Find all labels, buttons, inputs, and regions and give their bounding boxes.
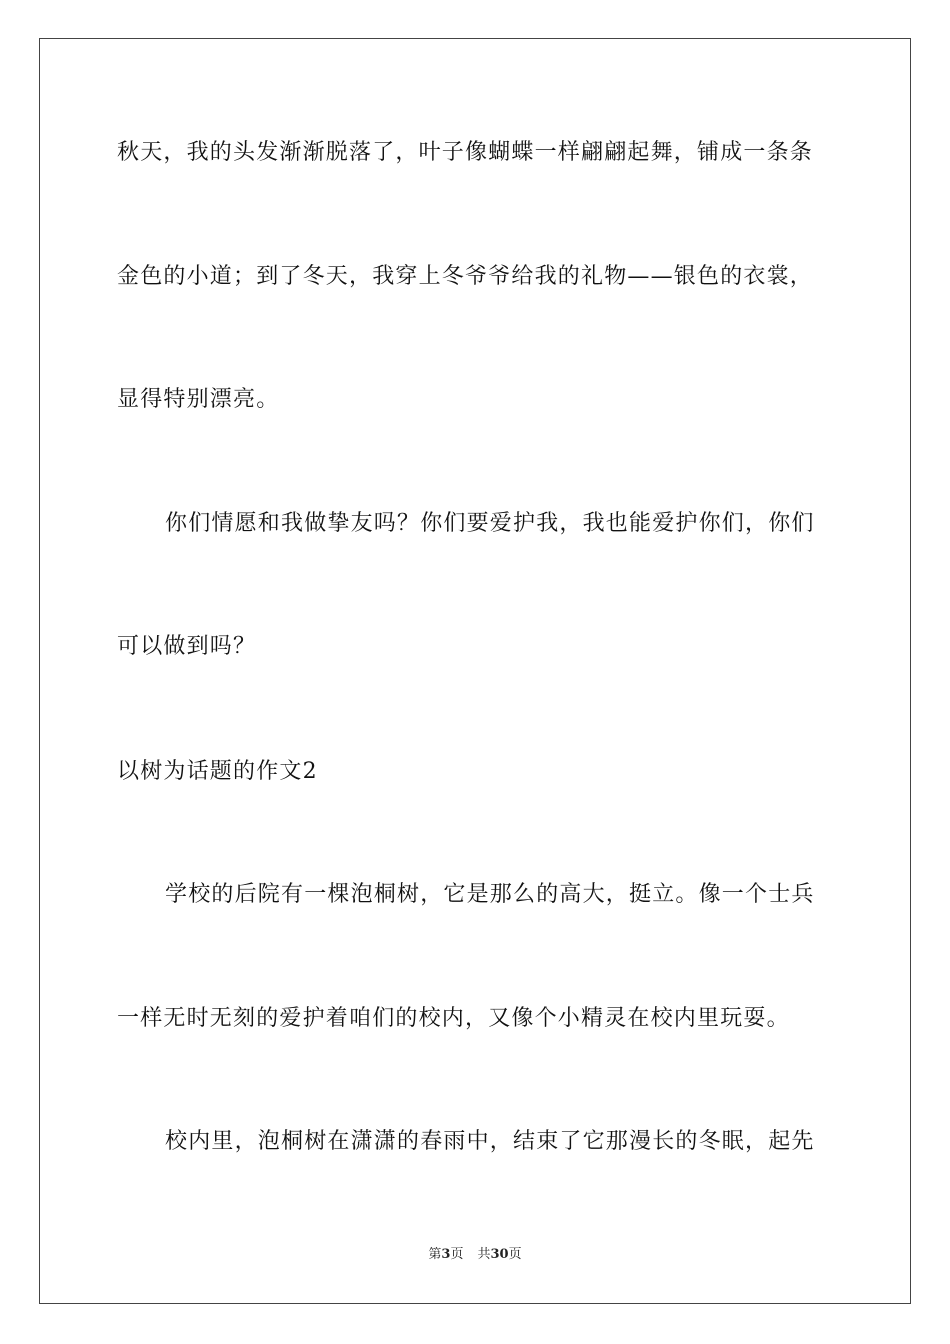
- total-pages: 30: [490, 1247, 509, 1262]
- body-line-2: 金色的小道；到了冬天，我穿上冬爷爷给我的礼物——银色的衣裳，: [117, 264, 814, 289]
- body-line-3: 显得特别漂亮。: [117, 387, 280, 412]
- page-suffix: 页: [450, 1247, 464, 1262]
- total-suffix: 页: [508, 1247, 522, 1262]
- page-border: [39, 38, 911, 1304]
- body-line-6: 学校的后院有一棵泡桐树，它是那么的高大，挺立。像一个士兵: [165, 882, 815, 907]
- body-line-8: 校内里，泡桐树在潇潇的春雨中，结束了它那漫长的冬眠，起先: [165, 1129, 815, 1154]
- body-line-7: 一样无时无刻的爱护着咱们的校内，又像个小精灵在校内里玩耍。: [117, 1006, 790, 1031]
- body-line-5: 可以做到吗？: [117, 634, 257, 659]
- body-line-1: 秋天，我的头发渐渐脱落了，叶子像蝴蝶一样翩翩起舞，铺成一条条: [117, 140, 814, 165]
- total-prefix: 共: [477, 1247, 491, 1262]
- body-line-4: 你们情愿和我做挚友吗？你们要爱护我，我也能爱护你们，你们: [165, 511, 815, 536]
- page-prefix: 第: [428, 1247, 442, 1262]
- section-heading: 以树为话题的作文2: [117, 759, 318, 784]
- page-footer: [0, 1246, 950, 1264]
- page-number: 3: [441, 1247, 451, 1262]
